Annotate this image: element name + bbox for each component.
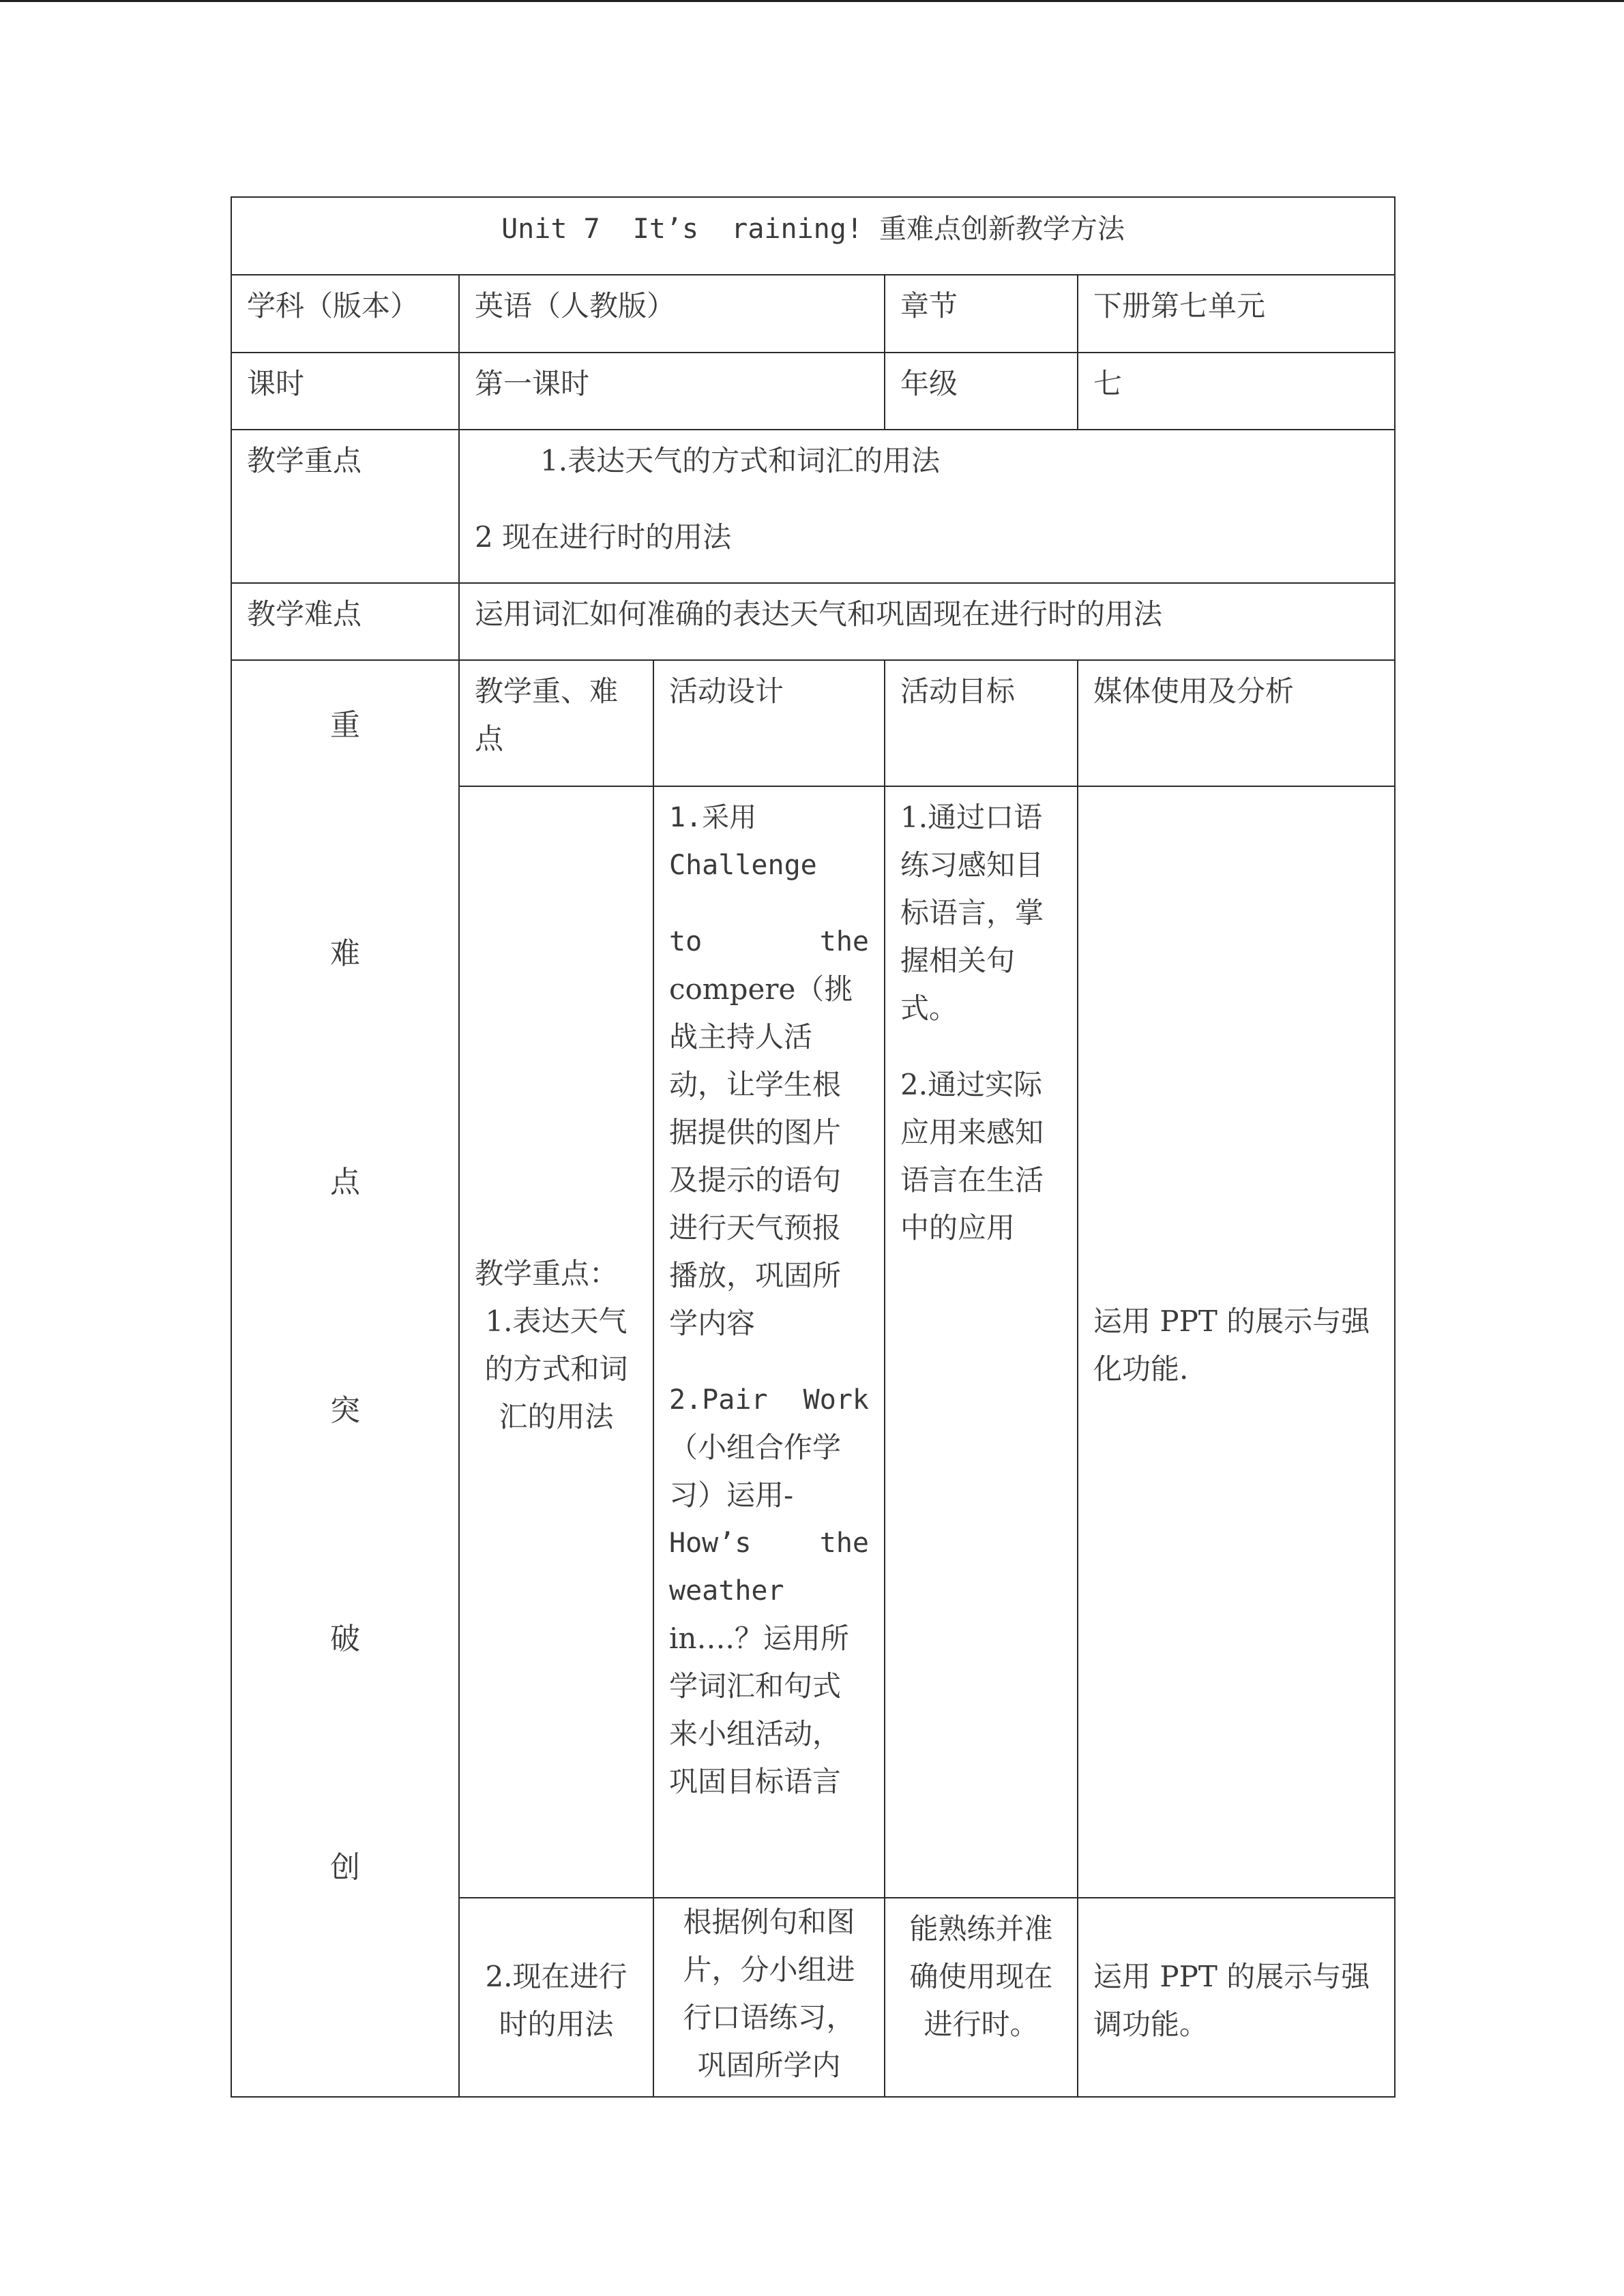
- row1-design-1d: compere（挑战主持人活动，让学生根据提供的图片及提示的语句进行天气预报播放，巩固所学内容: [669, 972, 853, 1340]
- row1-point-heading: 教学重点：: [475, 1257, 619, 1290]
- row1-design-2d: weather: [669, 1575, 784, 1607]
- row1-design-2a: 2.Pair Work: [669, 1384, 869, 1416]
- side-char-5: 破: [330, 1622, 360, 1656]
- grade-value: 七: [1078, 353, 1395, 430]
- row1-design-1c: to the: [669, 926, 869, 957]
- side-char-2: 难: [330, 936, 360, 971]
- key-points-row: [231, 430, 1395, 583]
- side-char-3: 点: [330, 1165, 360, 1199]
- subject-label: 学科（版本）: [231, 275, 459, 353]
- side-char-1: 重: [330, 708, 360, 743]
- key-point-1: 1.表达天气的方式和词汇的用法: [540, 444, 941, 477]
- side-char-6: 创: [330, 1850, 360, 1885]
- subject-row: [231, 275, 1395, 353]
- header-media-analysis: 媒体使用及分析: [1078, 660, 1395, 786]
- row1-goal-2: 2.通过实际应用来感知语言在生活中的应用: [900, 1068, 1044, 1244]
- side-label-column: [231, 660, 459, 2097]
- key-point-2: 2 现在进行时的用法: [475, 520, 732, 554]
- side-char-4: 突: [330, 1393, 360, 1428]
- lesson-plan-table: [231, 196, 1396, 2098]
- key-points-label: 教学重点: [231, 430, 459, 583]
- lesson-label: 课时: [231, 353, 459, 430]
- row1-design-2e: in….？运用所学词汇和句式来小组活动，巩固目标语言: [669, 1622, 849, 1798]
- page-top-rule: [0, 0, 1624, 2]
- row1-goal-1: 1.通过口语练习感知目标语言，掌握相关句式。: [900, 801, 1044, 1025]
- document-title: Unit 7 It’s raining! 重难点创新教学方法: [231, 197, 1395, 275]
- subject-value: 英语（人教版）: [459, 275, 885, 353]
- row2-goal: 能熟练并准确使用现在进行时。: [885, 1898, 1078, 2097]
- row1-design-1b: Challenge: [669, 850, 817, 881]
- key-points-value: [459, 430, 1395, 583]
- row1-design: [653, 786, 885, 1898]
- row1-point: [459, 786, 653, 1898]
- chapter-label: 章节: [885, 275, 1078, 353]
- chapter-value: 下册第七单元: [1078, 275, 1395, 353]
- row1-design-1a: 1.采用: [669, 802, 757, 833]
- header-activity-design: 活动设计: [653, 660, 885, 786]
- difficulty-row: [231, 583, 1395, 660]
- lesson-row: [231, 353, 1395, 430]
- difficulty-value: 运用词汇如何准确的表达天气和巩固现在进行时的用法: [459, 583, 1395, 660]
- activity-header-row: [231, 660, 1395, 786]
- row2-design: 根据例句和图片，分小组进行口语练习，巩固所学内: [653, 1898, 885, 2097]
- header-activity-goal: 活动目标: [885, 660, 1078, 786]
- grade-label: 年级: [885, 353, 1078, 430]
- row2-media: 运用 PPT 的展示与强调功能。: [1078, 1898, 1395, 2097]
- title-row: [231, 197, 1395, 275]
- row1-media: 运用 PPT 的展示与强化功能.: [1078, 786, 1395, 1898]
- row1-point-text: 1.表达天气的方式和词汇的用法: [484, 1304, 628, 1433]
- lesson-value: 第一课时: [459, 353, 885, 430]
- row1-goal: [885, 786, 1078, 1898]
- row1-design-2c: How’s the: [669, 1527, 869, 1559]
- header-key-difficult-points: 教学重、难点: [459, 660, 653, 786]
- difficulty-label: 教学难点: [231, 583, 459, 660]
- row2-point: 2.现在进行时的用法: [459, 1898, 653, 2097]
- row1-design-2b: （小组合作学习）运用-: [669, 1431, 842, 1512]
